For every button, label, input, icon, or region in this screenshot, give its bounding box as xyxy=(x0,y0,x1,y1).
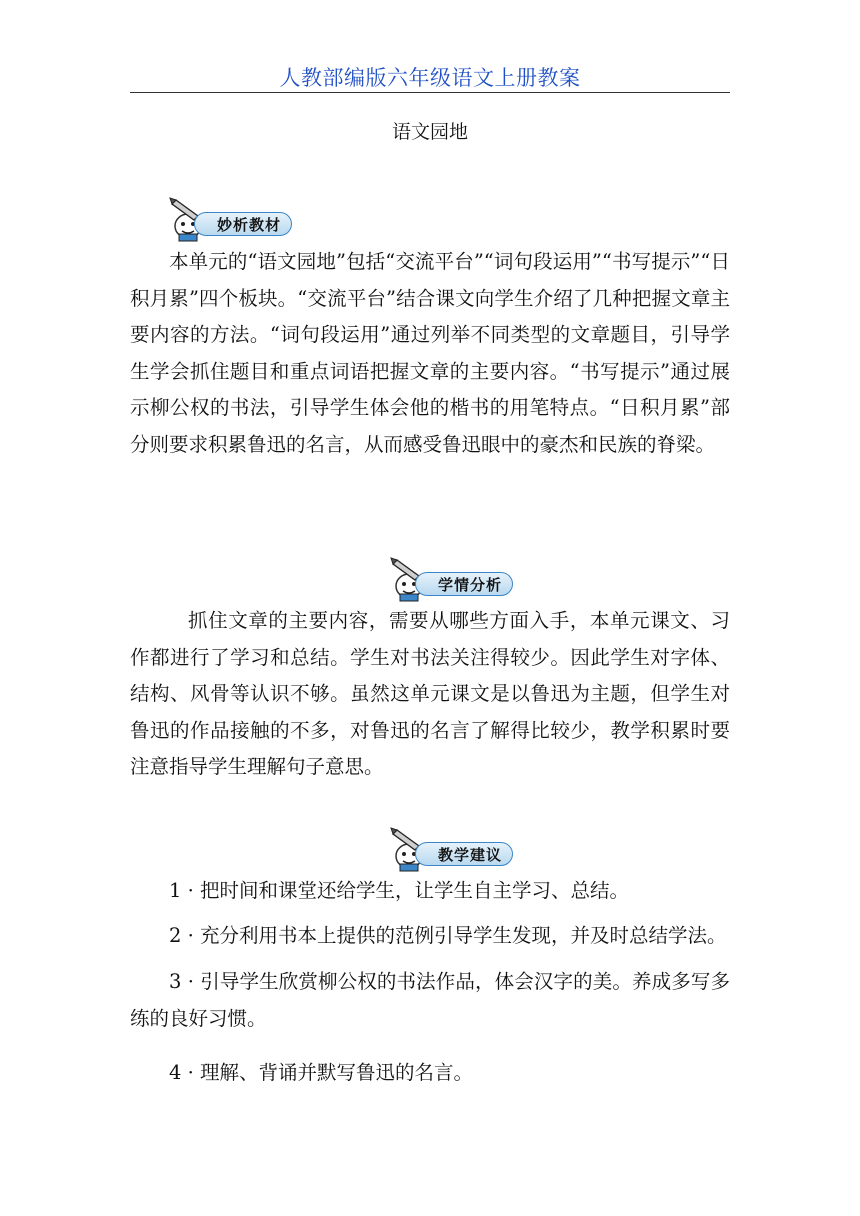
suggestion-item-2: 2 · 充分利用书本上提供的范例引导学生发现，并及时总结学法。 xyxy=(169,924,727,947)
badge-label: 妙析教材 xyxy=(194,212,292,236)
section-badge-analysis xyxy=(168,196,298,246)
badge-label: 教学建议 xyxy=(415,842,513,866)
section-badge-students xyxy=(389,556,519,606)
header-title: 人教部编版六年级语文上册教案 xyxy=(279,66,581,90)
analysis-paragraph: 本单元的“语文园地”包括“交流平台”“词句段运用”“书写提示”“日积月累”四个板块。“交流平台”结合课文向学生介绍了几种把握文章主要内容的方法。“词句段运用”通过列举不同类型的文章题目，引导学生学会抓住题目和重点词语把握文章的主要内容。“书写提示”通过展示柳公权的书法，引导学生体会他的楷书的用笔特点。“日积月累”部分则要求积累鲁迅的名言，从而感受鲁迅眼中的豪杰和民族的脊梁。 xyxy=(130,250,730,456)
badge-label: 学情分析 xyxy=(415,572,513,596)
suggestion-item-3: 3 · 引导学生欣赏柳公权的书法作品，体会汉字的美。养成多写多练的良好习惯。 xyxy=(130,970,730,1030)
suggestion-item-1: 1 · 把时间和课堂还给学生，让学生自主学习、总结。 xyxy=(169,879,630,902)
header-divider xyxy=(130,92,730,93)
section-badge-suggestions xyxy=(389,826,519,876)
page-title: 语文园地 xyxy=(391,121,468,143)
students-paragraph: 抓住文章的主要内容，需要从哪些方面入手，本单元课文、习作都进行了学习和总结。学生对书法关注得较少。因此学生对字体、结构、风骨等认识不够。虽然这单元课文是以鲁迅为主题，但学生对鲁迅的作品接触的不多，对鲁迅的名言了解得比较少，教学积累时要注意指导学生理解句子意思。 xyxy=(130,609,730,778)
suggestion-item-4: 4 · 理解、背诵并默写鲁迅的名言。 xyxy=(169,1061,474,1084)
